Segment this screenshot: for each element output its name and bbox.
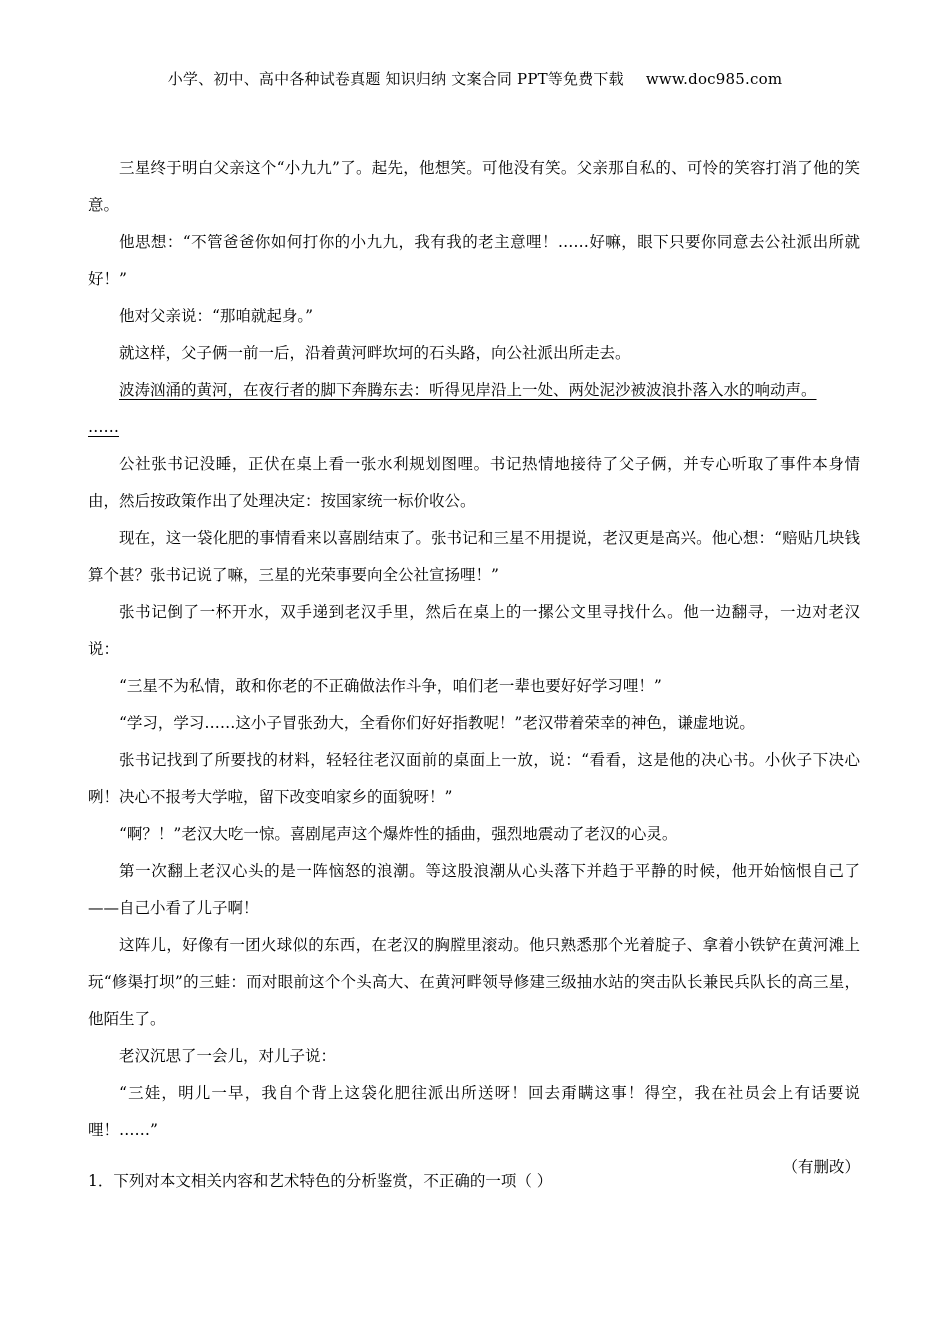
paragraph: 第一次翻上老汉心头的是一阵恼怒的浪潮。等这股浪潮从心头落下并趋于平静的时候，他开始恼恨自己了——自己小看了儿子啊！: [88, 862, 860, 917]
paragraph: 三星终于明白父亲这个“小九九”了。起先，他想笑。可他没有笑。父亲那自私的、可怜的笑容打消了他的笑意。: [88, 159, 860, 214]
paragraph: “啊？！”老汉大吃一惊。喜剧尾声这个爆炸性的插曲，强烈地震动了老汉的心灵。: [119, 825, 678, 843]
paragraph: 老汉沉思了一会儿，对儿子说：: [119, 1047, 337, 1065]
question-1: 1．下列对本文相关内容和艺术特色的分析鉴赏，不正确的一项（ ）: [88, 1172, 553, 1190]
underlined-text: 波涛汹涌的黄河，在夜行者的脚下奔腾东去：听得见岸沿上一处、两处泥沙被波浪扑落入水的响动声。: [119, 381, 817, 399]
paragraph: 他思想：“不管爸爸你如何打你的小九九，我有我的老主意哩！……好嘛，眼下只要你同意去公社派出所就好！”: [88, 233, 860, 288]
page-header: [0, 68, 950, 89]
ellipsis-text: ……: [88, 418, 119, 436]
paragraph: “学习，学习……这小子冒张劲大，全看你们好好指教呢！”老汉带着荣幸的神色，谦虚地说。: [119, 714, 755, 732]
paragraph: “三星不为私情，敢和你老的不正确做法作斗争，咱们老一辈也要好好学习哩！”: [119, 677, 662, 695]
source-note: （有删改）: [782, 1158, 860, 1176]
paragraph: 这阵儿，好像有一团火球似的东西，在老汉的胸膛里滚动。他只熟悉那个光着腚子、拿着小铁铲在黄河滩上玩“修渠打坝”的三蛙：而对眼前这个个头高大、在黄河畔领导修建三级抽水站的突击队长兼民兵队长的高三星，他陌生了。: [88, 936, 860, 1028]
underlined-paragraph: [88, 372, 860, 409]
paragraph: 张书记找到了所要找的材料，轻轻往老汉面前的桌面上一放，说：“看看，这是他的决心书。小伙子下决心咧！决心不报考大学啦，留下改变咱家乡的面貌呀！”: [88, 751, 860, 806]
ellipsis-paragraph: [88, 409, 860, 446]
paragraph: 张书记倒了一杯开水，双手递到老汉手里，然后在桌上的一摞公文里寻找什么。他一边翻寻，一边对老汉说：: [88, 603, 860, 658]
paragraph: 就这样，父子俩一前一后，沿着黄河畔坎坷的石头路，向公社派出所走去。: [119, 344, 631, 362]
paragraph: 现在，这一袋化肥的事情看来以喜剧结束了。张书记和三星不用提说，老汉更是高兴。他心想：“赔贴几块钱算个甚？张书记说了嘛，三星的光荣事要向全公社宣扬哩！”: [88, 529, 860, 584]
paragraph: “三娃，明儿一早，我自个背上这袋化肥往派出所送呀！回去甭瞒这事！得空，我在社员会上有话要说哩！……”: [88, 1084, 860, 1139]
header-site: www.doc985.com: [645, 70, 783, 88]
paragraph: 他对父亲说：“那咱就起身。”: [119, 307, 314, 325]
paragraph: 公社张书记没睡，正伏在桌上看一张水利规划图哩。书记热情地接待了父子俩，并专心听取了事件本身情由，然后按政策作出了处理决定：按国家统一标价收公。: [88, 455, 860, 510]
header-text: 小学、初中、高中各种试卷真题 知识归纳 文案合同 PPT等免费下载: [167, 70, 624, 88]
article-body: [88, 150, 860, 1186]
